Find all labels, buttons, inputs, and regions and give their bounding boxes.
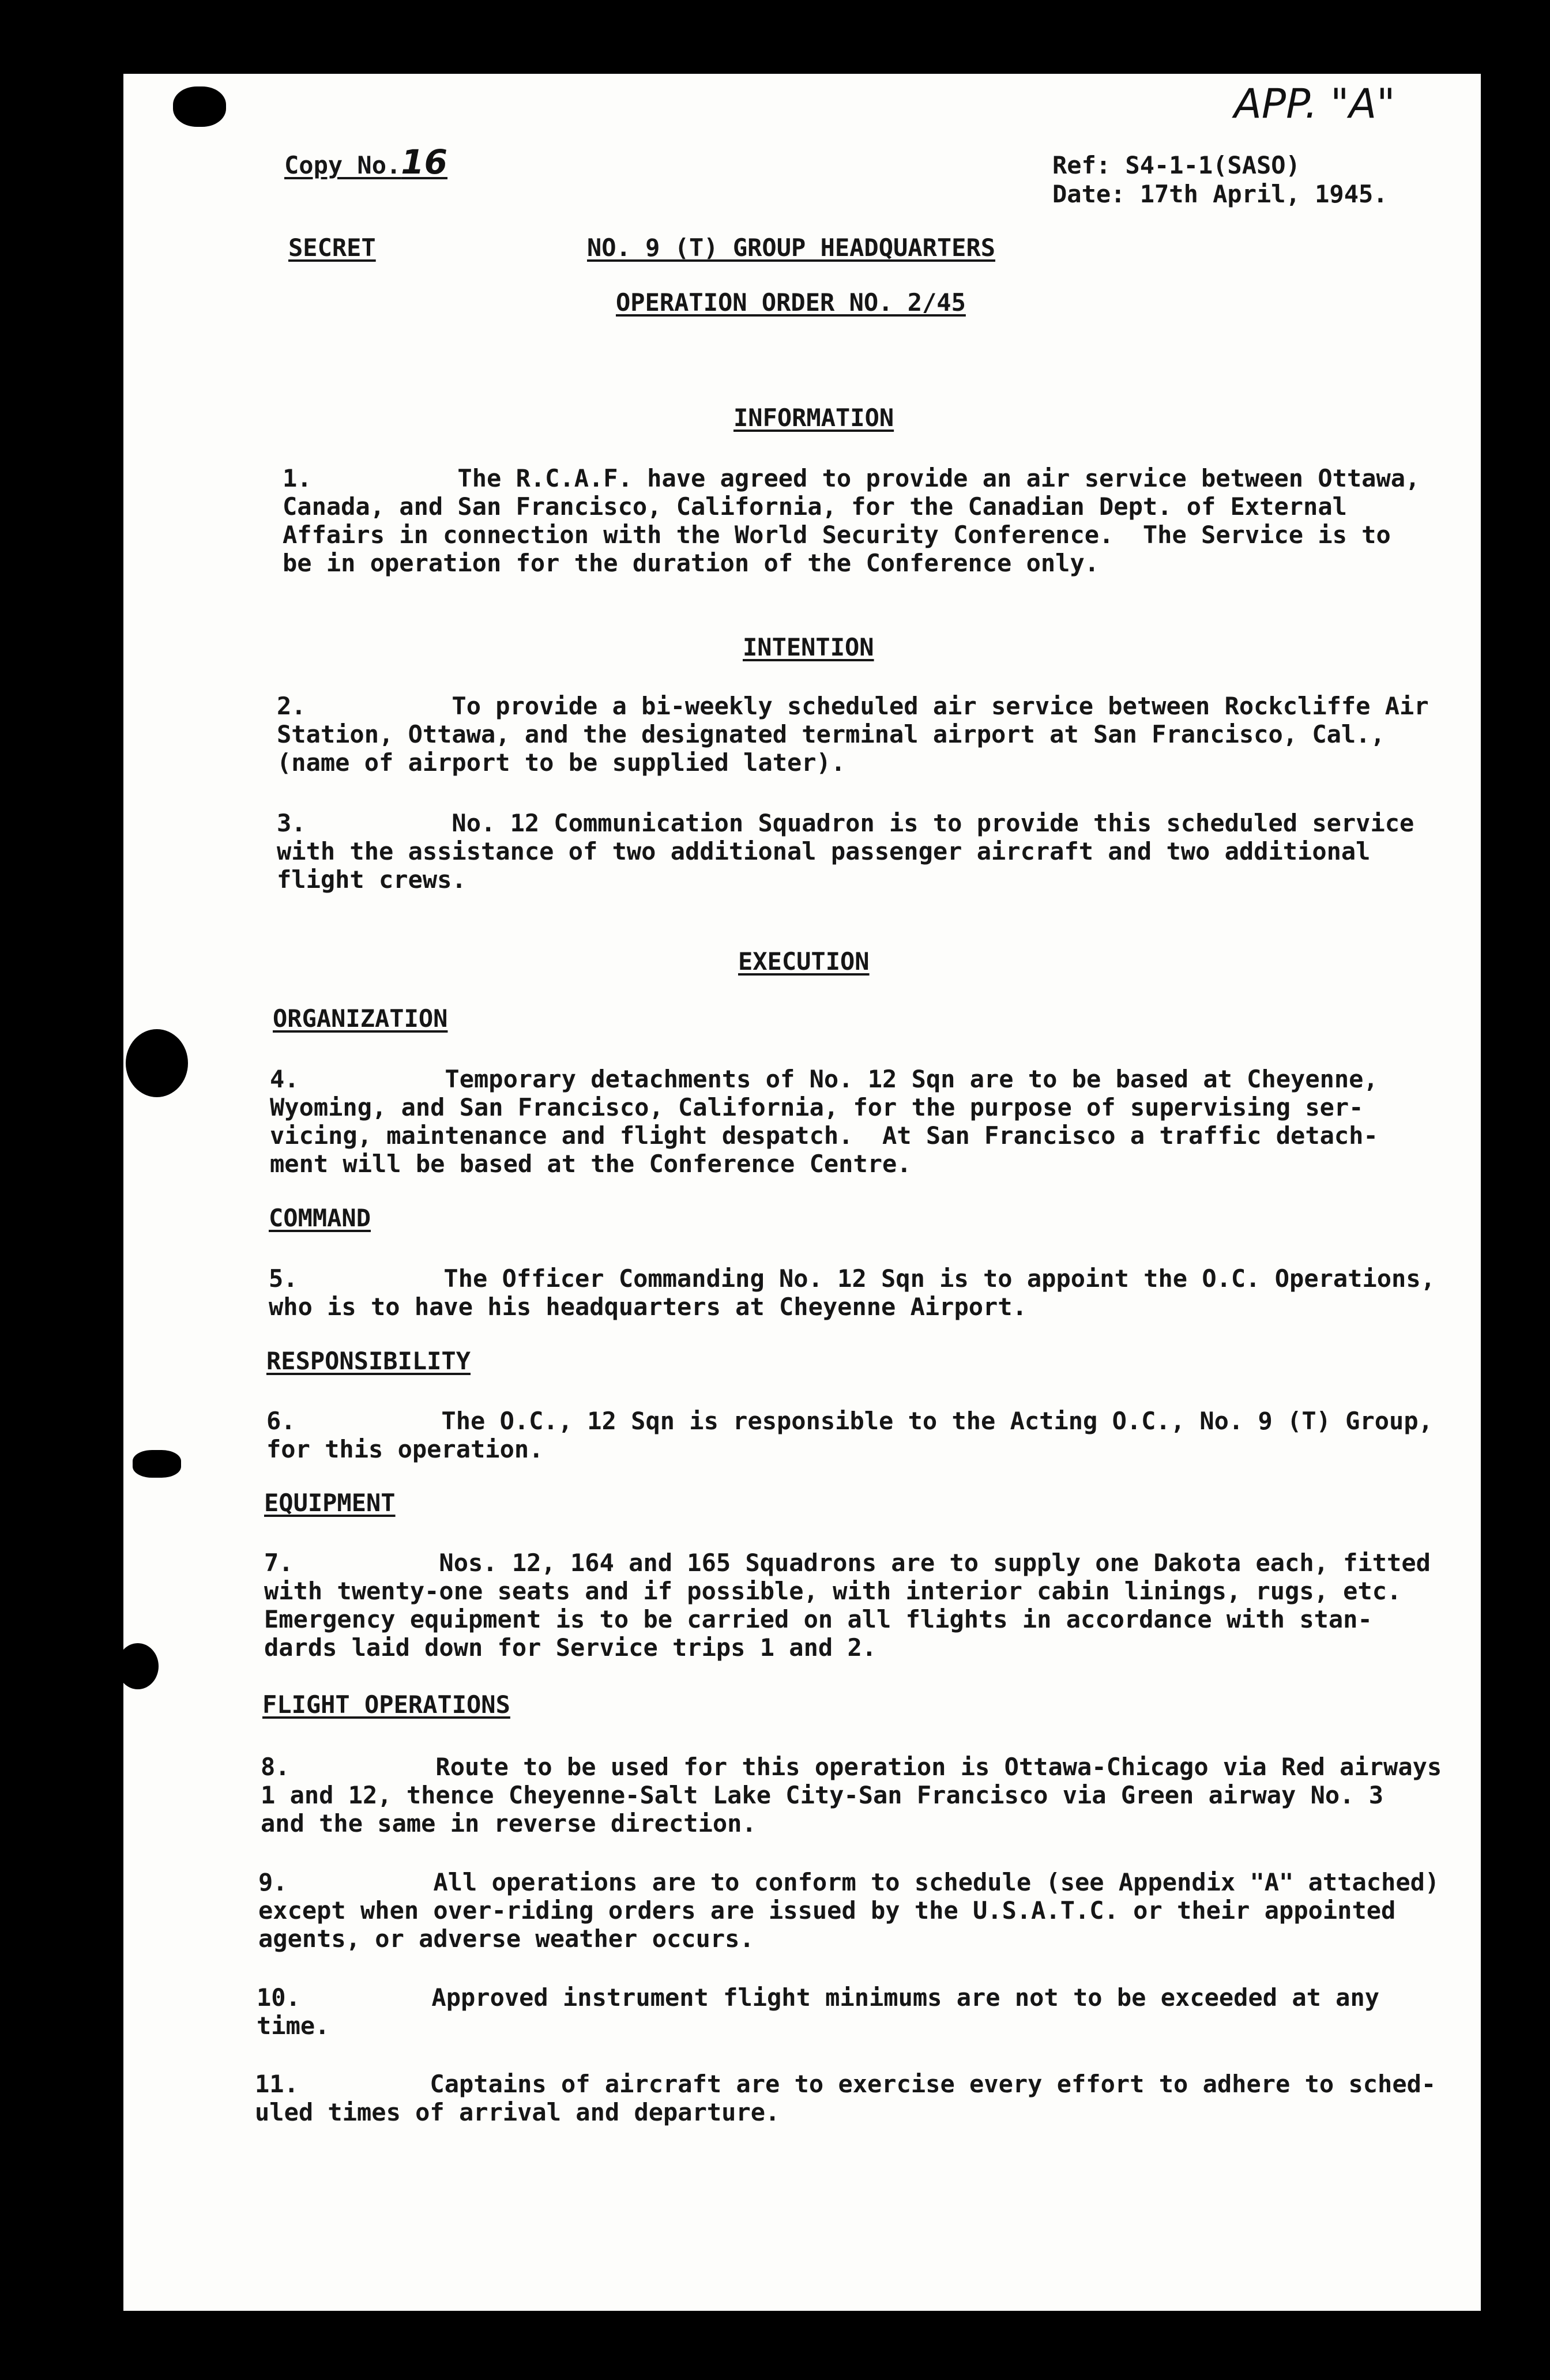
paragraph-1-line-4: be in operation for the duration of the Conference only.: [283, 549, 1100, 577]
appendix-annotation: APP. "A": [1234, 80, 1395, 127]
paragraph-7-line-4: dards laid down for Service trips 1 and 2.: [264, 1633, 877, 1662]
paragraph-1-line-1: 1. The R.C.A.F. have agreed to provide an air service between Ottawa,: [283, 464, 1420, 492]
punch-hole-top: [126, 1029, 188, 1097]
paragraph-1-line-3: Affairs in connection with the World Security Conference. The Service is to: [283, 521, 1391, 549]
section-responsibility: RESPONSIBILITY: [266, 1347, 471, 1375]
paragraph-7-line-2: with twenty-one seats and if possible, with interior cabin linings, rugs, etc.: [264, 1577, 1402, 1605]
section-execution: EXECUTION: [738, 947, 870, 976]
document-date: Date: 17th April, 1945.: [1052, 180, 1388, 208]
headquarters-title: NO. 9 (T) GROUP HEADQUARTERS: [587, 234, 996, 262]
paragraph-10-line-1: 10. Approved instrument flight minimums are not to be exceeded at any: [257, 1983, 1380, 2012]
torn-corner-mark: [173, 86, 226, 127]
paragraph-5-line-1: 5. The Officer Commanding No. 12 Sqn is to appoint the O.C. Operations,: [269, 1264, 1435, 1293]
paragraph-8-line-1: 8. Route to be used for this operation is Ottawa-Chicago via Red airways: [261, 1753, 1442, 1781]
section-information: INFORMATION: [733, 404, 894, 432]
paragraph-7-line-3: Emergency equipment is to be carried on all flights in accordance with stan-: [264, 1605, 1372, 1633]
paragraph-11-line-1: 11. Captains of aircraft are to exercise every effort to adhere to sched-: [255, 2070, 1436, 2098]
section-intention: INTENTION: [743, 633, 874, 661]
paragraph-7-line-1: 7. Nos. 12, 164 and 165 Squadrons are to supply one Dakota each, fitted: [264, 1549, 1431, 1577]
paragraph-10-line-2: time.: [257, 2012, 330, 2040]
paragraph-9-line-3: agents, or adverse weather occurs.: [258, 1925, 754, 1953]
paragraph-4-line-3: vicing, maintenance and flight despatch. At San Francisco a traffic detach-: [270, 1121, 1378, 1150]
paragraph-2-line-3: (name of airport to be supplied later).: [277, 748, 846, 777]
paragraph-11-line-2: uled times of arrival and departure.: [255, 2098, 780, 2126]
paragraph-2-line-1: 2. To provide a bi-weekly scheduled air service between Rockcliffe Air: [277, 692, 1429, 720]
copy-number-handwritten: 16: [401, 142, 448, 182]
paragraph-4-line-4: ment will be based at the Conference Centre.: [270, 1150, 912, 1178]
section-equipment: EQUIPMENT: [264, 1489, 396, 1517]
paragraph-4-line-1: 4. Temporary detachments of No. 12 Sqn are to be based at Cheyenne,: [270, 1065, 1378, 1093]
paragraph-9-line-2: except when over-riding orders are issued by the U.S.A.T.C. or their appointed: [258, 1896, 1396, 1925]
paragraph-1-line-2: Canada, and San Francisco, California, for the Canadian Dept. of External: [283, 492, 1347, 521]
torn-edge-mark: [133, 1450, 181, 1478]
operation-order-title: OPERATION ORDER NO. 2/45: [616, 288, 966, 317]
section-organization: ORGANIZATION: [273, 1004, 448, 1033]
section-flight-operations: FLIGHT OPERATIONS: [262, 1690, 510, 1719]
paragraph-5-line-2: who is to have his headquarters at Cheyenne Airport.: [269, 1293, 1027, 1321]
copy-number-label: Copy No.16: [284, 142, 448, 182]
paragraph-3-line-3: flight crews.: [277, 865, 466, 894]
paragraph-6-line-1: 6. The O.C., 12 Sqn is responsible to the Acting O.C., No. 9 (T) Group,: [266, 1407, 1433, 1435]
reference-number: Ref: S4-1-1(SASO): [1052, 151, 1300, 179]
paragraph-9-line-1: 9. All operations are to conform to schedule (see Appendix "A" attached): [258, 1868, 1440, 1896]
paragraph-6-line-2: for this operation.: [266, 1435, 544, 1463]
paragraph-3-line-2: with the assistance of two additional passenger aircraft and two additional: [277, 837, 1371, 865]
section-command: COMMAND: [269, 1204, 371, 1232]
paragraph-8-line-3: and the same in reverse direction.: [261, 1809, 757, 1837]
punch-hole-bottom: [117, 1643, 159, 1689]
paragraph-4-line-2: Wyoming, and San Francisco, California, for the purpose of supervising ser-: [270, 1093, 1364, 1121]
security-classification: SECRET: [288, 234, 376, 262]
paragraph-3-line-1: 3. No. 12 Communication Squadron is to provide this scheduled service: [277, 809, 1414, 837]
paragraph-2-line-2: Station, Ottawa, and the designated terminal airport at San Francisco, Cal.,: [277, 720, 1385, 748]
paragraph-8-line-2: 1 and 12, thence Cheyenne-Salt Lake City-San Francisco via Green airway No. 3: [261, 1781, 1384, 1809]
